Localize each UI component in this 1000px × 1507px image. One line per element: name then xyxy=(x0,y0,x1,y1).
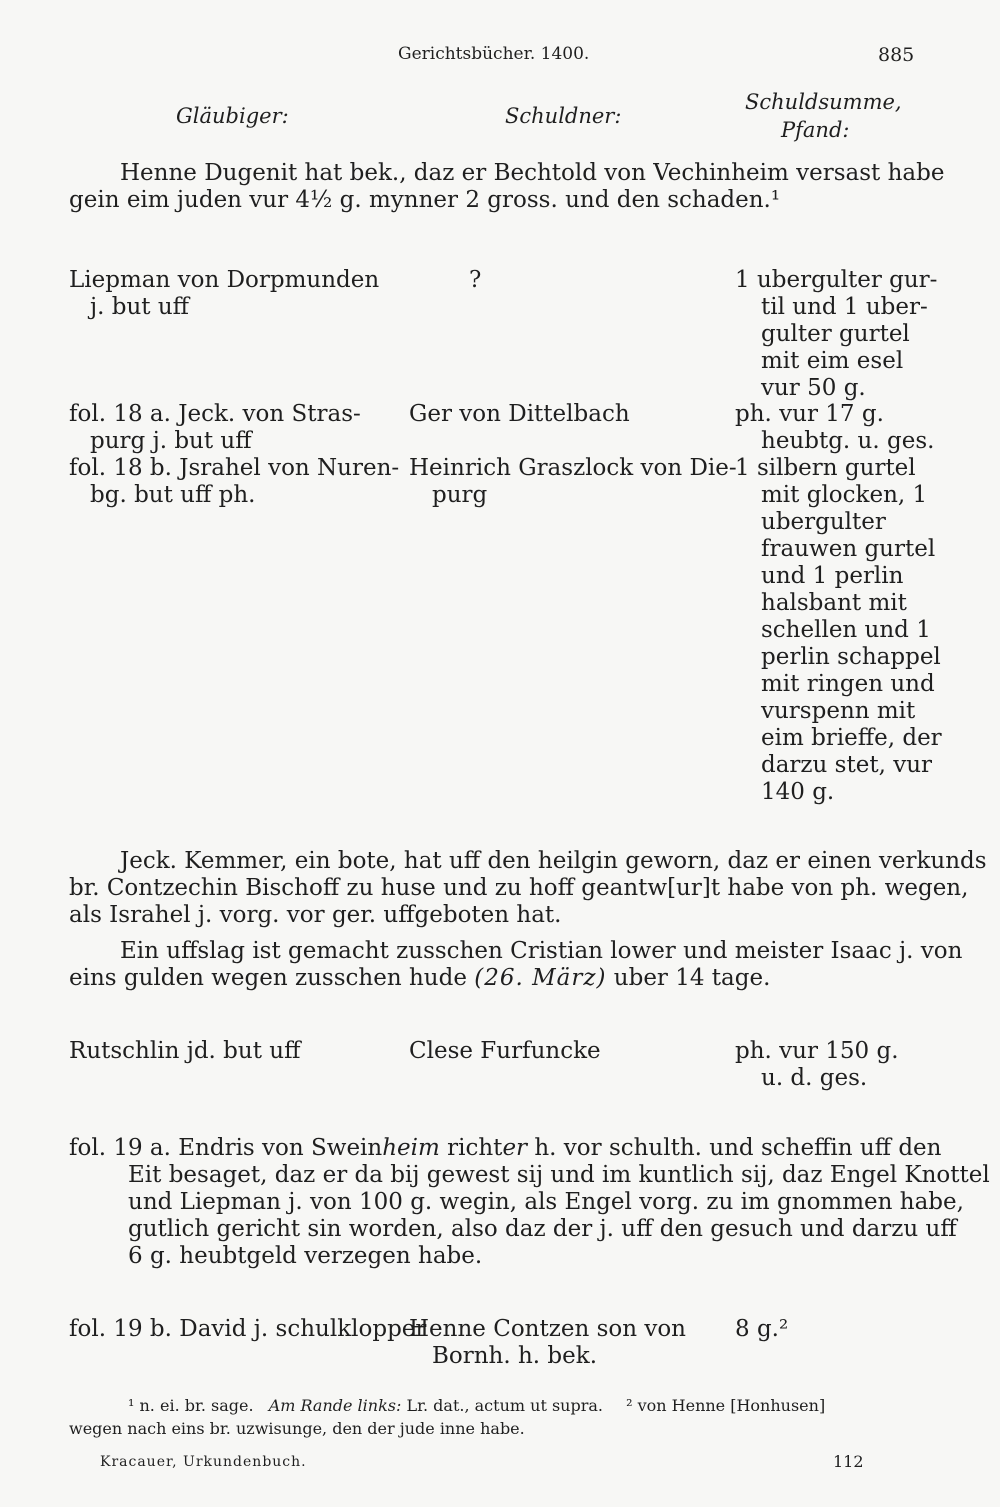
para3-line2 xyxy=(69,965,770,992)
para4-line4: gutlich gericht sin worden, also daz der j. uff den gesuch und darzu uff xyxy=(128,1216,957,1242)
column-head-pledge: Pfand: xyxy=(781,118,850,142)
para2-line1: Jeck. Kemmer, ein bote, hat uff den heilgin geworn, daz er einen verkunds xyxy=(120,848,987,874)
entry3-pledge-1: 1 silbern gurtel xyxy=(735,455,916,481)
entry1-pledge-3: gulter gurtel xyxy=(761,321,910,347)
entry1-creditor-2: j. but uff xyxy=(90,294,189,320)
para4-line1-a: fol. 19 a. Endris von Swein xyxy=(69,1135,383,1161)
entry5-debtor-1: Henne Contzen son von xyxy=(409,1316,686,1342)
para1-line2: gein eim juden vur 4½ g. mynner 2 gross. und den schaden.¹ xyxy=(69,187,781,213)
entry3-pledge-9: mit ringen und xyxy=(761,671,935,697)
entry3-pledge-12: darzu stet, vur xyxy=(761,752,932,778)
para4-line2: Eit besaget, daz er da bij gewest sij und im kuntlich sij, daz Engel Knottel xyxy=(128,1162,990,1188)
footnote2-text-a: ² von Henne [Honhusen] xyxy=(626,1396,826,1415)
running-title: Gerichtsbücher. 1400. xyxy=(398,44,590,64)
column-head-debtor: Schuldner: xyxy=(505,104,622,128)
para4-line3: und Liepman j. von 100 g. wegin, als Engel vorg. zu im gnommen habe, xyxy=(128,1189,964,1215)
entry4-pledge-1: ph. vur 150 g. xyxy=(735,1038,899,1064)
entry3-debtor-1: Heinrich Graszlock von Die- xyxy=(409,455,737,481)
column-head-creditor: Gläubiger: xyxy=(176,104,289,128)
entry3-pledge-8: perlin schappel xyxy=(761,644,941,670)
para4-line1-d: er xyxy=(502,1135,528,1161)
entry1-pledge-4: mit eim esel xyxy=(761,348,904,374)
para3-line2-text-a: eins gulden wegen zusschen hude xyxy=(69,965,467,991)
entry1-pledge-5: vur 50 g. xyxy=(761,375,866,401)
para4-line1-e: h. vor schulth. und scheffin uff den xyxy=(527,1135,942,1161)
entry3-pledge-3: ubergulter xyxy=(761,509,886,535)
footnote1-text: ¹ n. ei. br. sage. xyxy=(128,1396,254,1415)
entry3-pledge-7: schellen und 1 xyxy=(761,617,931,643)
column-head-amount: Schuldsumme, xyxy=(745,90,902,114)
entry3-pledge-13: 140 g. xyxy=(761,779,835,805)
entry1-debtor: ? xyxy=(469,267,482,293)
entry5-creditor: fol. 19 b. David j. schulklopper xyxy=(69,1316,427,1342)
entry4-debtor: Clese Furfuncke xyxy=(409,1038,601,1064)
footnote1-margin-text: Lr. dat., actum ut supra. xyxy=(406,1396,603,1415)
para4-line5: 6 g. heubtgeld verzegen habe. xyxy=(128,1243,483,1269)
para4-line1 xyxy=(69,1135,942,1162)
entry3-pledge-4: frauwen gurtel xyxy=(761,536,936,562)
entry2-pledge-2: heubtg. u. ges. xyxy=(761,428,935,454)
entry5-debtor-2: Bornh. h. bek. xyxy=(432,1343,598,1369)
entry3-creditor-1: fol. 18 b. Jsrahel von Nuren- xyxy=(69,455,400,481)
footer-signature: Kracauer, Urkundenbuch. xyxy=(100,1454,307,1470)
entry2-creditor-2: purg j. but uff xyxy=(90,428,252,454)
entry3-pledge-2: mit glocken, 1 xyxy=(761,482,928,508)
entry3-debtor-2: purg xyxy=(432,482,488,508)
para3-line1: Ein uffslag ist gemacht zusschen Cristian lower und meister Isaac j. von xyxy=(120,938,963,964)
para3-date: (26. März) xyxy=(474,965,607,991)
entry2-pledge-1: ph. vur 17 g. xyxy=(735,401,884,427)
entry4-creditor: Rutschlin jd. but uff xyxy=(69,1038,301,1064)
para3-line2-text-b: uber 14 tage. xyxy=(613,965,771,991)
entry2-creditor-1: fol. 18 a. Jeck. von Stras- xyxy=(69,401,361,427)
entry1-pledge-2: til und 1 uber- xyxy=(761,294,928,320)
para4-line1-c: richt xyxy=(439,1135,503,1161)
entry5-pledge: 8 g.² xyxy=(735,1316,789,1342)
page-number: 885 xyxy=(878,44,915,66)
footer-sheet-number: 112 xyxy=(833,1452,864,1471)
entry4-pledge-2: u. d. ges. xyxy=(761,1065,868,1091)
para1-line1: Henne Dugenit hat bek., daz er Bechtold von Vechinheim versast habe xyxy=(120,160,945,186)
entry3-pledge-6: halsbant mit xyxy=(761,590,907,616)
entry3-pledge-11: eim brieffe, der xyxy=(761,725,942,751)
entry1-creditor-1: Liepman von Dorpmunden xyxy=(69,267,380,293)
para2-line3: als Israhel j. vorg. vor ger. uffgeboten hat. xyxy=(69,902,562,928)
entry1-pledge-1: 1 ubergulter gur- xyxy=(735,267,938,293)
entry3-pledge-10: vurspenn mit xyxy=(761,698,916,724)
para4-line1-b: heim xyxy=(382,1135,440,1161)
footnote-line2: wegen nach eins br. uzwisunge, den der jude inne habe. xyxy=(69,1419,525,1438)
entry3-pledge-5: und 1 perlin xyxy=(761,563,904,589)
para2-line2: br. Contzechin Bischoff zu huse und zu hoff geantw[ur]t habe von ph. wegen, xyxy=(69,875,969,901)
entry3-creditor-2: bg. but uff ph. xyxy=(90,482,256,508)
footnote-line1 xyxy=(128,1396,825,1415)
entry2-debtor: Ger von Dittelbach xyxy=(409,401,630,427)
footnote1-margin-label: Am Rande links: xyxy=(268,1396,402,1415)
